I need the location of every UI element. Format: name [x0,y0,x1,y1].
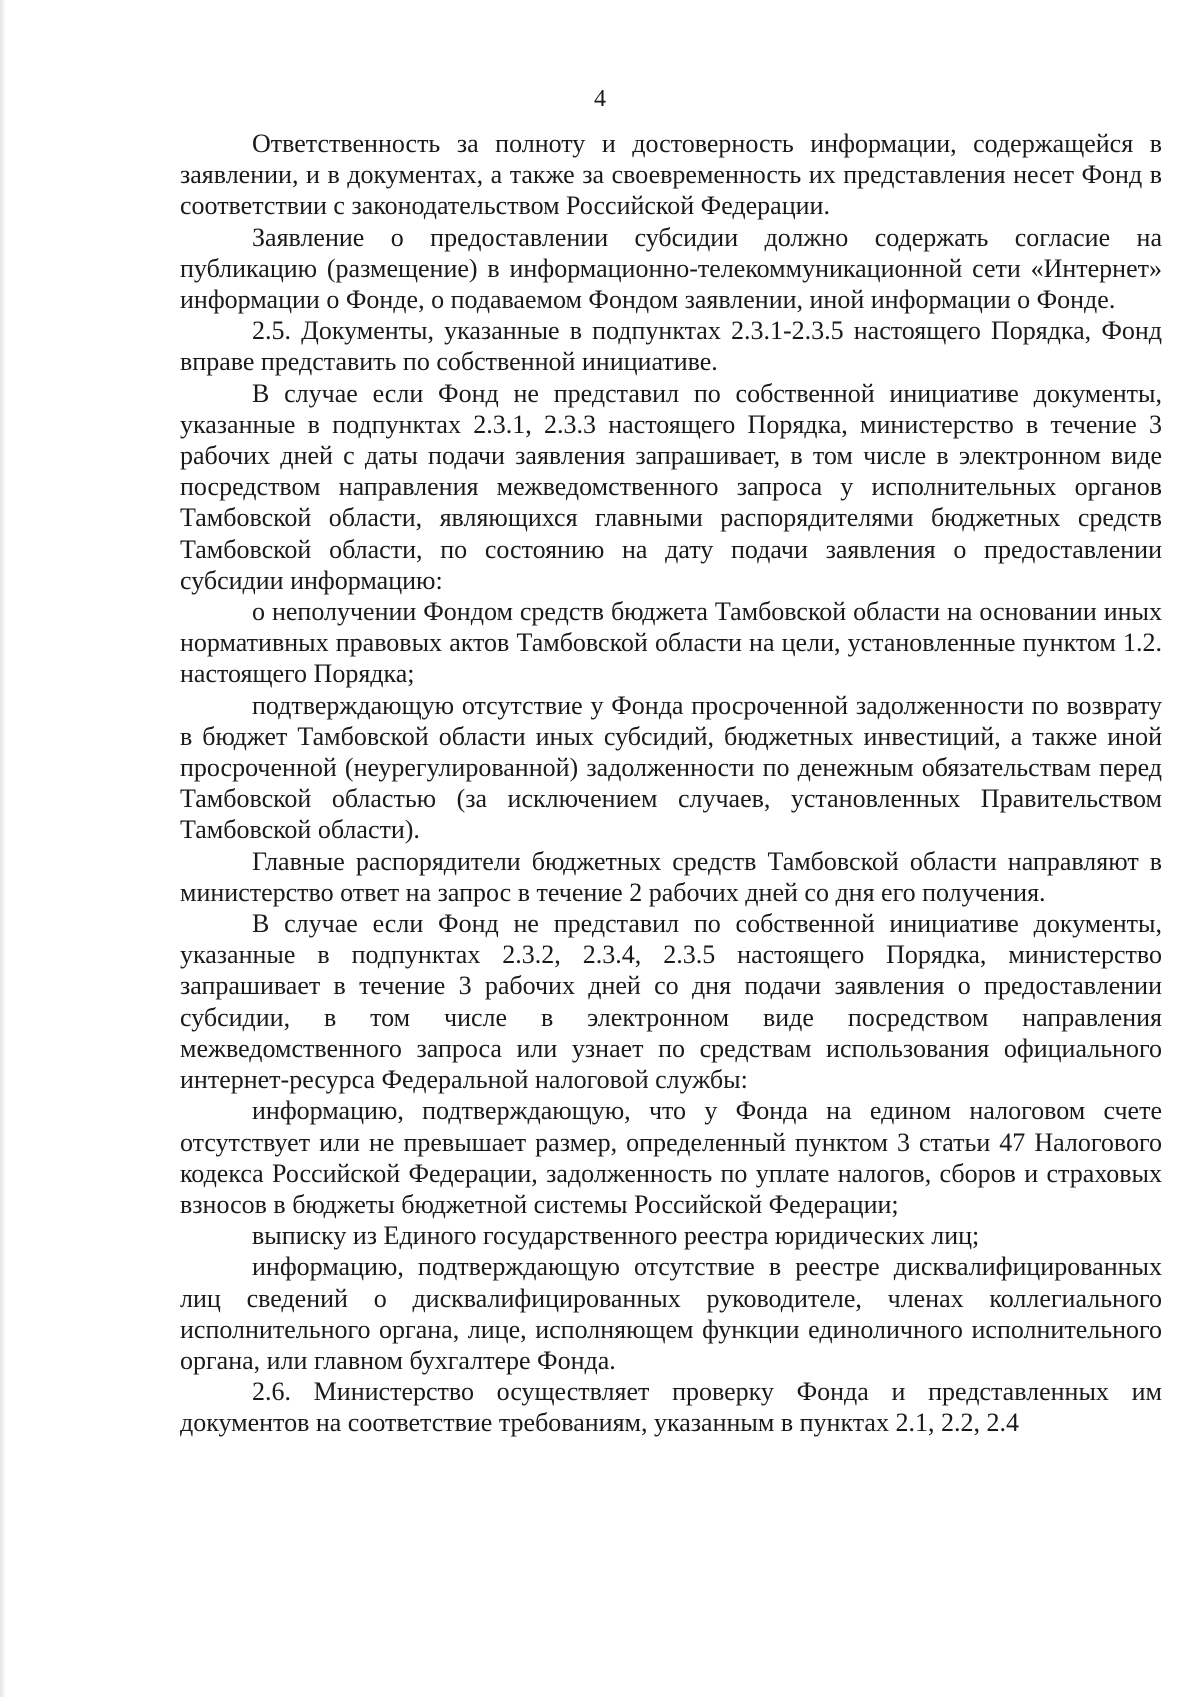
paragraph-disqualified-registry: информацию, подтверждающую отсутствие в реестре дисквалифицированных лиц сведений о дисквалифицированных руководителе, членах коллегиального исполнительного органа, лице, исполняющем функции единоличного исполнительного органа, или главном бухгалтере Фонда. [180,1252,1162,1375]
paragraph-2-6: 2.6. Министерство осуществляет проверку Фонда и представленных им документов на соответствие требованиям, указанным в пунктах 2.1, 2.2, 2.4 [180,1377,1162,1438]
paragraph-non-receipt-funds: о неполучении Фондом средств бюджета Тамбовской области на основании иных нормативных правовых актов Тамбовской области на цели, установленные пунктом 1.2. настоящего Порядка; [180,597,1162,689]
paragraph-egrul-extract: выписку из Единого государственного реестра юридических лиц; [252,1221,980,1251]
paragraph-responsibility: Ответственность за полноту и достоверность информации, содержащейся в заявлении, и в документах, а также за своевременность их представления несет Фонд в соответствии с законодательством Российской Федерации. [180,129,1162,221]
paragraph-response-deadline: Главные распорядители бюджетных средств Тамбовской области направляют в министерство ответ на запрос в течение 2 рабочих дней со дня его получения. [180,846,1162,907]
paragraph-no-overdue-debt: подтверждающую отсутствие у Фонда просроченной задолженности по возврату в бюджет Тамбовской области иных субсидий, бюджетных инвестиций, а также иной просроченной (неурегулированной) задолженности по денежным обязательствам перед Тамбовской областью (за исключением случаев, установленных Правительством Тамбовской области). [180,690,1162,845]
paragraph-tax-service-request: В случае если Фонд не представил по собственной инициативе документы, указанные в подпунктах 2.3.2, 2.3.4, 2.3.5 настоящего Порядка, министерство запрашивает в течение 3 рабочих дней со дня подачи заявления о предоставлении субсидии, в том числе в электронном виде посредством направления межведомственного запроса или узнает по средствам использования официального интернет-ресурса Федеральной налоговой службы: [180,909,1162,1095]
paragraph-consent-publication: Заявление о предоставлении субсидии должно содержать согласие на публикацию (размещение) в информационно-телекоммуникационной сети «Интернет» информации о Фонде, о подаваемом Фондом заявлении, иной информации о Фонде. [180,222,1162,315]
document-body [180,128,1162,1439]
paragraph-tax-account-info: информацию, подтверждающую, что у Фонда на едином налоговом счете отсутствует или не превышает размер, определенный пунктом 3 статьи 47 Налогового кодекса Российской Федерации, задолженность по уплате налогов, сборов и страховых взносов в бюджеты бюджетной системы Российской Федерации; [180,1096,1162,1219]
paragraph-interagency-request: В случае если Фонд не представил по собственной инициативе документы, указанные в подпунктах 2.3.1, 2.3.3 настоящего Порядка, министерство в течение 3 рабочих дней с даты подачи заявления запрашивает, в том числе в электронном виде посредством направления межведомственного запроса у исполнительных органов Тамбовской области, являющихся главными распорядителями бюджетных средств Тамбовской области, по состоянию на дату подачи заявления о предоставлении субсидии информацию: [180,378,1162,595]
page-number: 4 [594,86,606,112]
paragraph-2-5: 2.5. Документы, указанные в подпунктах 2.3.1-2.3.5 настоящего Порядка, Фонд вправе представить по собственной инициативе. [180,316,1162,377]
scan-edge-shadow [0,0,6,1697]
